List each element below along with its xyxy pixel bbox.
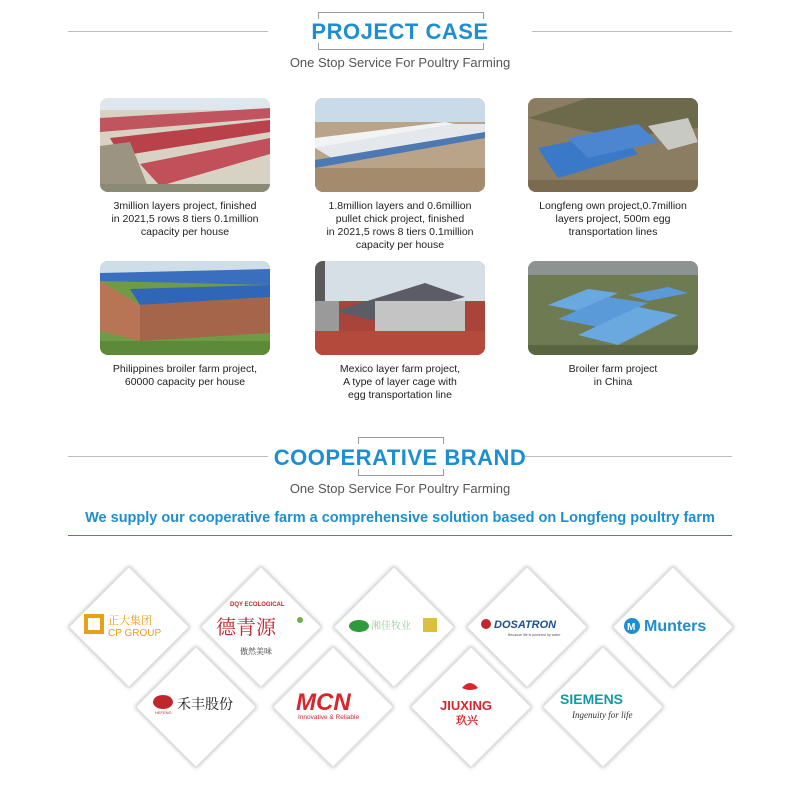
caption-line: capacity per house xyxy=(140,226,230,238)
project-photo-2 xyxy=(315,98,485,192)
caption-line: Mexico layer farm project, xyxy=(339,363,461,375)
leaf-icon xyxy=(349,620,369,632)
project-caption-1 xyxy=(100,200,270,239)
jiuxing-logo xyxy=(410,646,530,766)
project-photo-3 xyxy=(528,98,698,192)
caption-line: 1.8million layers and 0.6million xyxy=(328,200,472,212)
caption-line: 3million layers project, finished xyxy=(113,200,257,212)
jiuxing-name-text: JIUXING xyxy=(440,698,493,713)
hefeng-logo xyxy=(135,646,255,766)
caption-line: egg transportation line xyxy=(348,389,452,401)
project-card-6 xyxy=(528,261,698,389)
project-caption-2 xyxy=(315,200,485,252)
hefeng-en-text: HEFENG xyxy=(155,710,172,715)
dqy-cn-text: 德青源 xyxy=(216,615,276,639)
brand-hefeng xyxy=(135,646,255,766)
cooperative-brand-title: COOPERATIVE BRAND xyxy=(273,445,527,470)
cooperation-tagline: We supply our cooperative farm a comprehensive solution based on Longfeng poultry farm xyxy=(85,510,715,526)
siemens-slogan-text: Ingenuity for life xyxy=(572,710,633,720)
project-caption-6 xyxy=(528,363,698,389)
project-caption-3 xyxy=(528,200,698,239)
project-card-1 xyxy=(100,98,270,239)
svg-text:M: M xyxy=(627,622,636,633)
caption-line: capacity per house xyxy=(355,239,445,251)
mcn-slogan-text: Innovative & Reliable xyxy=(298,714,360,721)
caption-line: transportation lines xyxy=(568,226,658,238)
project-caption-4 xyxy=(100,363,270,389)
title-bracket-top xyxy=(358,437,444,444)
brand-siemens xyxy=(542,646,662,766)
project-card-5 xyxy=(315,261,485,402)
project-card-2 xyxy=(315,98,485,252)
cp-en-text: CP GROUP xyxy=(108,628,162,639)
project-card-4 xyxy=(100,261,270,389)
brand-mcn xyxy=(272,646,392,766)
project-photo-4 xyxy=(100,261,270,355)
xiangjia-mark xyxy=(423,618,437,632)
siemens-logo xyxy=(542,646,662,766)
caption-line: Broiler farm project xyxy=(568,363,658,375)
caption-line: A type of layer cage with xyxy=(343,376,457,388)
munters-name-text: Munters xyxy=(644,618,707,635)
title-bracket-top xyxy=(318,12,484,19)
dosatron-dot-icon xyxy=(481,619,491,629)
cooperative-brand-subtitle: One Stop Service For Poultry Farming xyxy=(289,481,511,496)
project-card-3 xyxy=(528,98,698,239)
caption-line: in 2021,5 rows 8 tiers 0.1million xyxy=(111,213,259,225)
caption-line: 60000 capacity per house xyxy=(124,376,246,388)
xiangjia-cn-text: 湘佳牧业 xyxy=(371,621,411,632)
hefeng-emblem-icon xyxy=(153,695,173,709)
brand-jiuxing xyxy=(410,646,530,766)
dqy-top-text: DQY ECOLOGICAL xyxy=(230,602,285,608)
tagline-underline xyxy=(68,535,732,536)
dqy-sub-text: 傲然美味 xyxy=(240,647,272,656)
cp-cn-text: 正大集团 xyxy=(108,614,152,627)
project-photo-1 xyxy=(100,98,270,192)
project-case-title: PROJECT CASE xyxy=(311,19,489,44)
siemens-name-text: SIEMENS xyxy=(560,691,624,707)
title-bracket-bottom xyxy=(358,469,444,476)
caption-line: Longfeng own project,0.7million xyxy=(539,200,687,212)
hefeng-cn-text: 禾丰股份 xyxy=(177,697,233,713)
caption-line: Philippines broiler farm project, xyxy=(112,363,258,375)
mcn-logo xyxy=(272,646,392,766)
project-case-subtitle: One Stop Service For Poultry Farming xyxy=(289,55,511,70)
project-photo-6 xyxy=(528,261,698,355)
jiuxing-cn-text: 玖兴 xyxy=(456,714,478,727)
caption-line: in 2021,5 rows 8 tiers 0.1million xyxy=(326,226,474,238)
caption-line: layers project, 500m egg xyxy=(555,213,671,225)
caption-line: in China xyxy=(593,376,633,388)
dosatron-slogan-text: Because life is powered by water xyxy=(508,633,561,637)
mcn-name-text: MCN xyxy=(296,689,351,716)
project-photo-5 xyxy=(315,261,485,355)
rooster-icon xyxy=(462,683,478,690)
title-bracket-bottom xyxy=(318,43,484,50)
dosatron-name-text: DOSATRON xyxy=(494,619,557,631)
leaf-icon xyxy=(297,617,303,623)
project-caption-5 xyxy=(315,363,485,402)
caption-line: pullet chick project, finished xyxy=(335,213,465,225)
